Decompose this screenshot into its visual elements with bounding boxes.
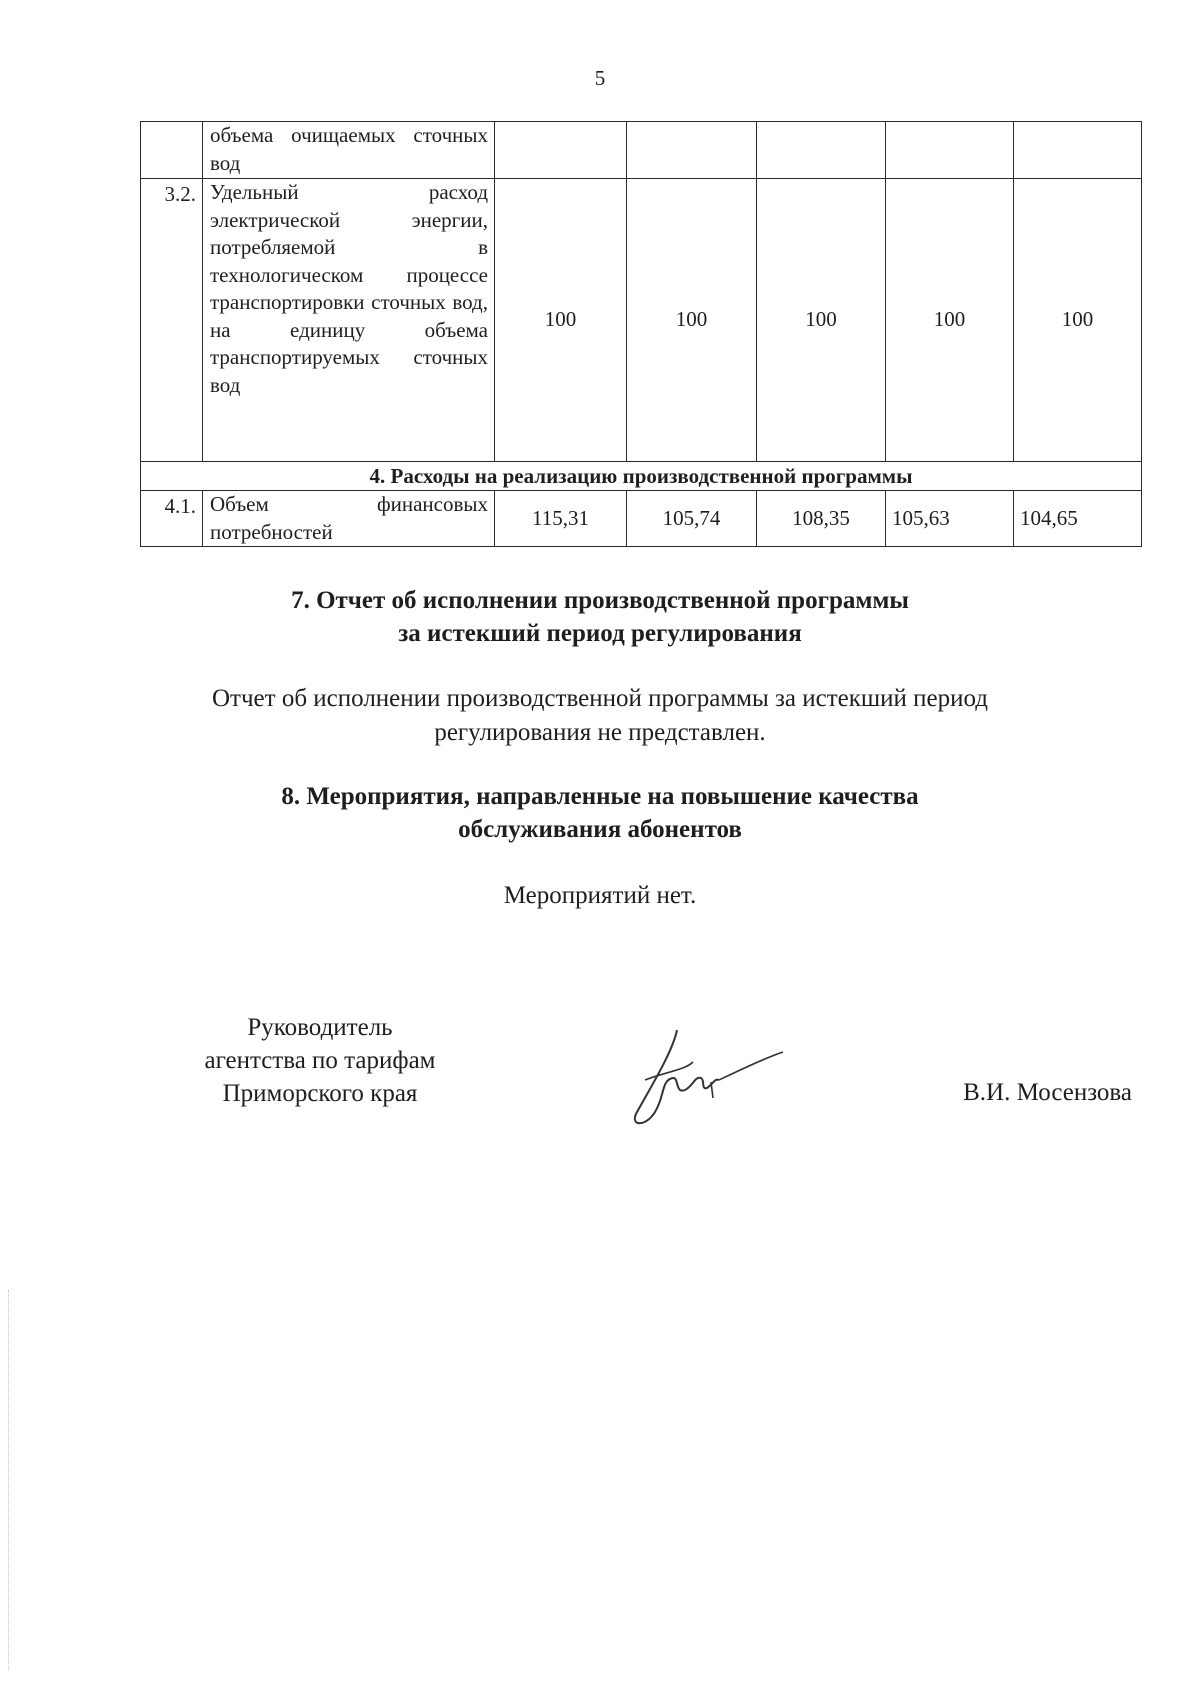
signatory-title-line1: Руководитель: [247, 1014, 393, 1041]
row-value: 105,63: [886, 491, 1014, 547]
section7-heading-line1: 7. Отчет об исполнении производственной программы: [291, 587, 909, 614]
row-value: 115,31: [495, 491, 627, 547]
row-value: 105,74: [627, 491, 757, 547]
row-value: [886, 122, 1014, 179]
row-value: [495, 122, 627, 179]
section7-heading-line2: за истекший период регулирования: [398, 620, 802, 647]
row-value: [757, 122, 886, 179]
section7-text-line1: Отчет об исполнении производственной программы за истекший период: [212, 685, 988, 712]
row-number: 3.2.: [141, 179, 203, 462]
row-number: 4.1.: [141, 491, 203, 547]
row-value: [627, 122, 757, 179]
section-header: 4. Расходы на реализацию производственной программы: [141, 462, 1142, 491]
section8-heading-line2: обслуживания абонентов: [458, 816, 742, 843]
table-row: [141, 122, 1142, 179]
signatory-title: [160, 1011, 480, 1110]
row-value: 100: [1014, 179, 1142, 462]
row-description: Удельный расход электрической энергии, потребляемой в технологическом процессе транспортировки сточных вод, на единицу объема транспортируемых сточных вод: [203, 179, 495, 462]
row-value: [1014, 122, 1142, 179]
section7-text-line2: регулирования не представлен.: [434, 719, 766, 746]
indicators-table: [140, 121, 1142, 547]
section8-heading-line1: 8. Мероприятия, направленные на повышение качества: [281, 783, 919, 810]
handwritten-signature: [615, 1020, 795, 1140]
section8-text: Мероприятий нет.: [503, 882, 697, 909]
row-value: 100: [495, 179, 627, 462]
table-row: [141, 491, 1142, 547]
signatory-title-line2: агентства по тарифам: [204, 1047, 436, 1074]
row-value: 104,65: [1014, 491, 1142, 547]
scan-edge-mark: [8, 1290, 11, 1670]
row-value: 100: [757, 179, 886, 462]
signatory-name: В.И. Мосензова: [963, 1079, 1132, 1106]
signatory-title-line3: Приморского края: [222, 1080, 418, 1107]
row-description: объема очищаемых сточных вод: [203, 122, 495, 179]
row-description: Объем финансовых потребностей: [203, 491, 495, 547]
page-number: 5: [594, 66, 606, 90]
row-value: 108,35: [757, 491, 886, 547]
row-value: 100: [886, 179, 1014, 462]
row-value: 100: [627, 179, 757, 462]
table-row: [141, 179, 1142, 462]
row-number: [141, 122, 203, 179]
section-header-row: [141, 462, 1142, 491]
